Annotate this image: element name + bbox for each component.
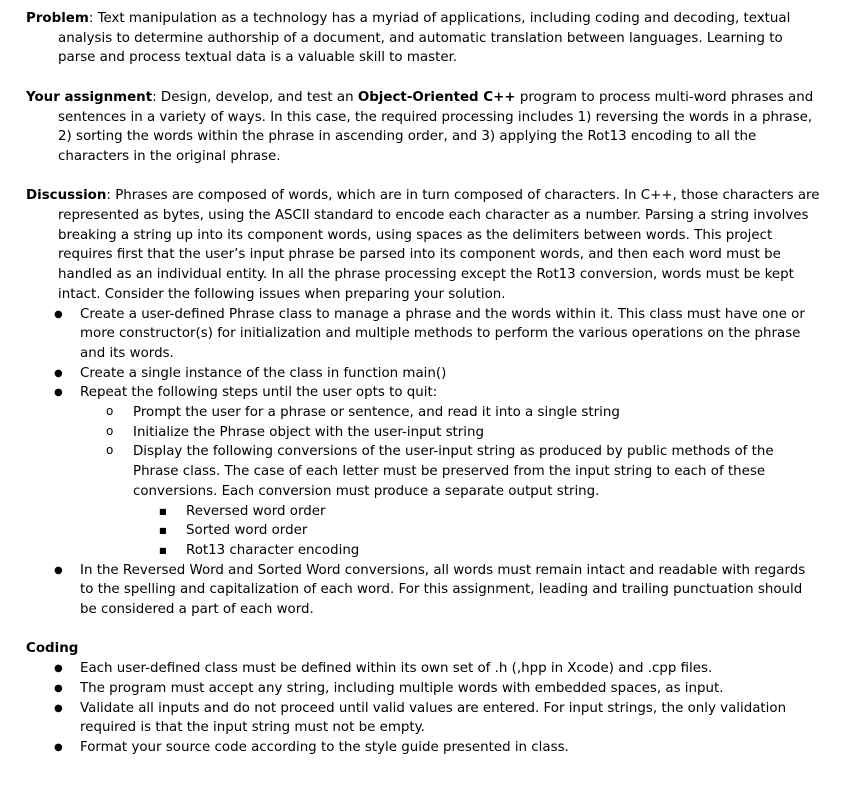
- coding-label: Coding: [26, 641, 79, 657]
- step-item: o Initialize the Phrase object with the user-input string: [26, 423, 822, 443]
- list-item-text: Repeat the following steps until the user opts to quit:: [80, 385, 438, 401]
- conversions-list: [26, 502, 822, 561]
- list-item: ● The program must accept any string, including multiple words with embedded spaces, as input.: [26, 679, 822, 699]
- conversion-item: ■ Reversed word order: [26, 502, 822, 522]
- steps-list: [26, 403, 822, 502]
- conversion-item: ■ Rot13 character encoding: [26, 541, 822, 561]
- list-item: ● Each user-defined class must be defined within its own set of .h (,hpp in Xcode) and .cpp files.: [26, 659, 822, 679]
- assignment-label: Your assignment: [26, 89, 153, 105]
- list-item: ● Create a single instance of the class in function main(): [26, 364, 822, 384]
- coding-section: [26, 639, 822, 757]
- problem-text: : Text manipulation as a technology has a myriad of applications, including coding and decoding, textual analysis to determine authorship of a document, and automatic translation between languages. Learning to parse and process textual data is a valuable skill to master.: [58, 11, 791, 66]
- discussion-paragraph: [26, 186, 822, 304]
- discussion-section: [26, 186, 822, 619]
- discussion-label: Discussion: [26, 188, 107, 204]
- discussion-text: : Phrases are composed of words, which are in turn composed of characters. In C++, those characters are represented as bytes, using the ASCII standard to encode each character as a number. Parsing a string involves breaking a string up into its component words, using spaces as the delimiters between words. This project requires first that the user’s input phrase be parsed into its component words, and then each word must be handled as an individual entity. In all the phrase processing except the Rot13 conversion, words must be kept intact. Consider the following issues when preparing your solution.: [58, 188, 820, 302]
- list-item: ● Create a user-defined Phrase class to manage a phrase and the words within it. This class must have one or more constructor(s) for initialization and multiple methods to perform the various operations on the phrase and its words.: [26, 305, 822, 364]
- assignment-text-a: : Design, develop, and test an: [152, 89, 358, 105]
- list-item: [26, 383, 822, 560]
- list-item: ● Format your source code according to the style guide presented in class.: [26, 738, 822, 758]
- step-item: o Prompt the user for a phrase or sentence, and read it into a single string: [26, 403, 822, 423]
- assignment-paragraph: [26, 88, 822, 167]
- list-item: ● In the Reversed Word and Sorted Word conversions, all words must remain intact and readable with regards to the spelling and capitalization of each word. For this assignment, leading and trailing punctuation should be considered a part of each word.: [26, 561, 822, 620]
- conversion-item: ■ Sorted word order: [26, 521, 822, 541]
- assignment-bold-term: Object-Oriented C++: [357, 89, 516, 105]
- step-item: o Display the following conversions of the user-input string as produced by public methods of the Phrase class. The case of each letter must be preserved from the input string to each of these conversions. Each conversion must produce a separate output string.: [26, 442, 822, 501]
- list-item: ● Validate all inputs and do not proceed until valid values are entered. For input strings, the only validation required is that the input string must not be empty.: [26, 699, 822, 738]
- coding-bullet-list: [26, 659, 822, 758]
- problem-paragraph: [26, 9, 822, 68]
- problem-label: Problem: [26, 11, 89, 26]
- assignment-text-b: program to process multi-word phrases and sentences in a variety of ways. In this case, the required processing includes 1) reversing the words in a phrase, 2) sorting the words within the phrase in ascending order, and 3) applying the Rot13 encoding to all the characters in the original phrase.: [58, 89, 814, 164]
- coding-heading: [26, 639, 822, 659]
- discussion-bullet-list: [26, 305, 822, 620]
